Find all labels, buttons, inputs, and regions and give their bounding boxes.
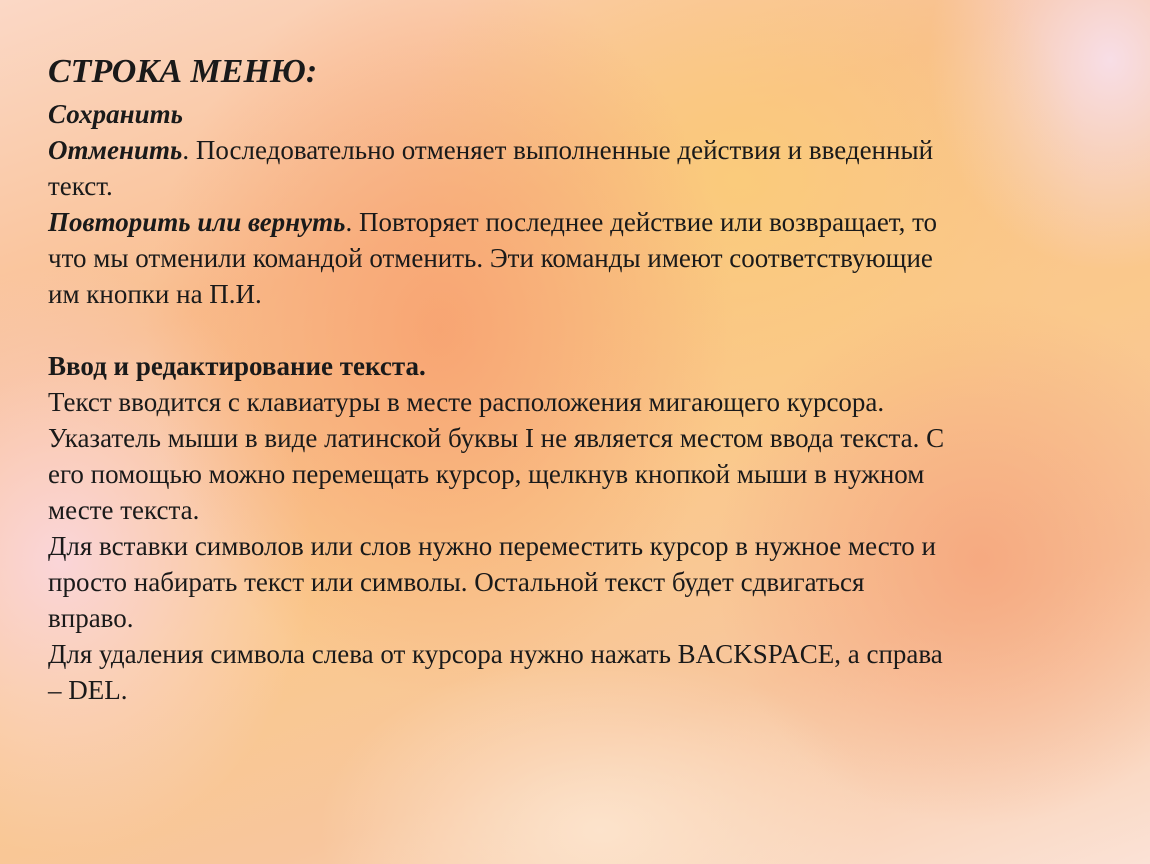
undo-paragraph-line-1 [48, 132, 1118, 168]
body-line: Для вставки символов или слов нужно переместить курсор в нужное место и [48, 531, 936, 561]
menu-bar-title: СТРОКА МЕНЮ: [48, 53, 318, 90]
undo-description: . Последовательно отменяет выполненные действия и введенный [182, 135, 934, 165]
body-line: Для удаления символа слева от курсора нужно нажать BACKSPACE, а справа [48, 639, 943, 669]
body-line: просто набирать текст или символы. Остальной текст будет сдвигаться [48, 567, 865, 597]
body-line: – DEL. [48, 675, 128, 705]
section-spacer [48, 312, 1118, 348]
body-line: Указатель мыши в виде латинской буквы I не является местом ввода текста. С [48, 423, 945, 453]
undo-term: Отменить [48, 135, 183, 165]
slide-content [48, 52, 1118, 708]
redo-paragraph-line-1 [48, 204, 1118, 240]
redo-term: Повторить или вернуть [48, 207, 346, 237]
text-input-heading: Ввод и редактирование текста. [48, 351, 426, 381]
redo-description: . Повторяет последнее действие или возвращает, то [345, 207, 938, 237]
body-line: его помощью можно перемещать курсор, щелкнув кнопкой мыши в нужном [48, 459, 925, 489]
save-term: Сохранить [48, 99, 183, 129]
body-line: Текст вводится с клавиатуры в месте расположения мигающего курсора. [48, 387, 885, 417]
undo-paragraph-line-2: текст. [48, 171, 113, 201]
redo-paragraph-line-2: что мы отменили командой отменить. Эти команды имеют соответствующие [48, 243, 933, 273]
body-line: вправо. [48, 603, 134, 633]
redo-paragraph-line-3: им кнопки на П.И. [48, 279, 262, 309]
body-line: месте текста. [48, 495, 200, 525]
